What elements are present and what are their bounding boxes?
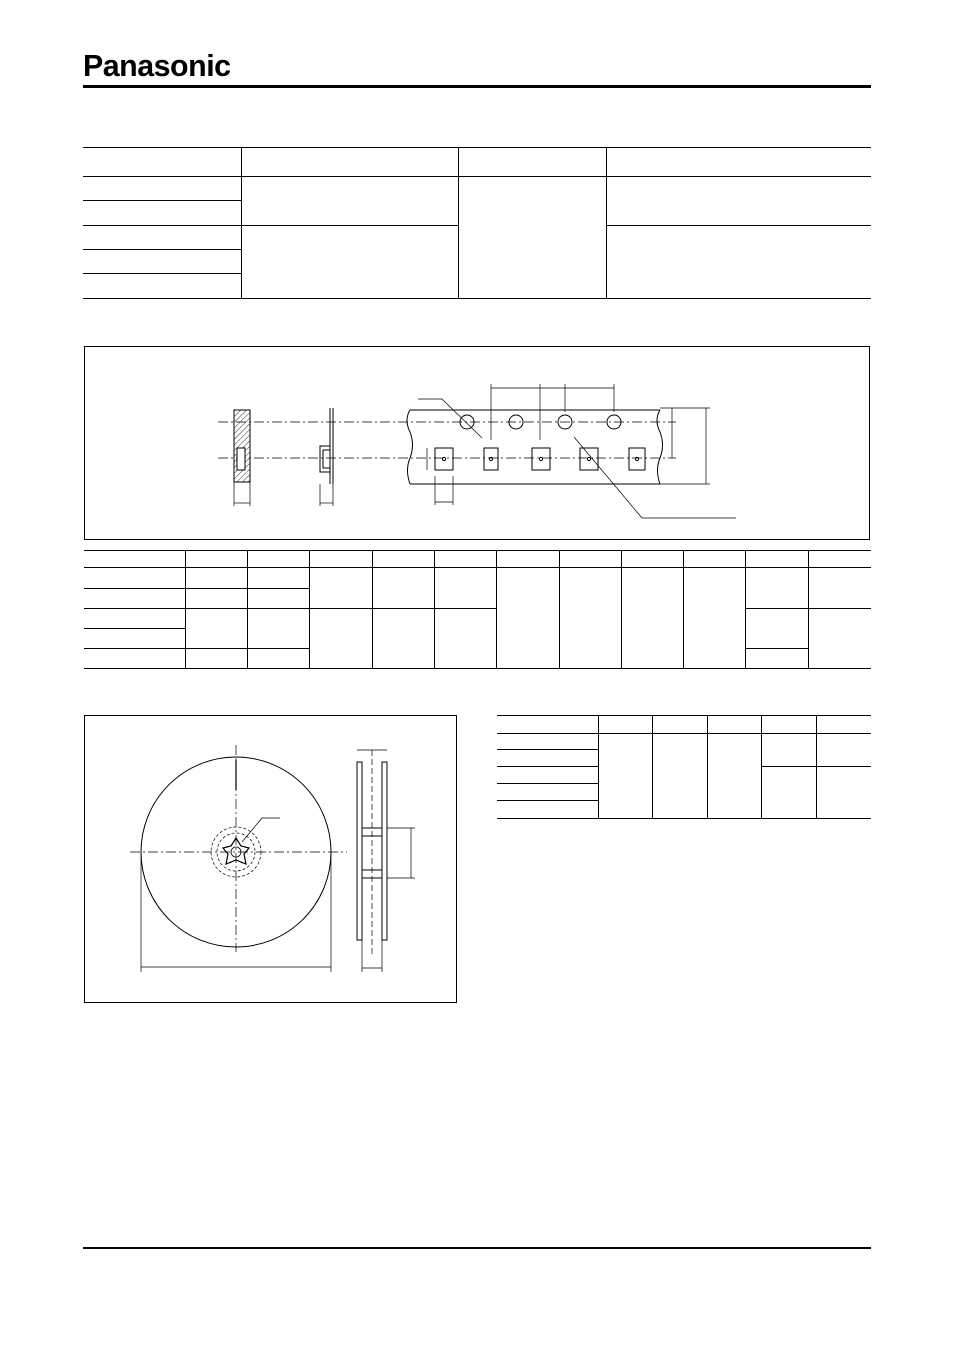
table-cell	[707, 734, 761, 819]
table-cell	[652, 716, 707, 734]
table-cell	[497, 716, 598, 734]
table-cell	[497, 734, 598, 750]
table-cell	[497, 767, 598, 784]
table-cell	[761, 734, 816, 767]
table-cell	[816, 734, 871, 767]
table-cell	[816, 767, 871, 819]
table-cell	[652, 734, 707, 819]
brand-logo: Panasonic	[83, 48, 231, 83]
table-cell	[816, 716, 871, 734]
table-cell	[598, 734, 652, 819]
table-cell	[598, 716, 652, 734]
table-cell	[497, 750, 598, 767]
table-cell	[497, 784, 598, 801]
table-row	[497, 716, 871, 734]
table-row	[497, 734, 871, 750]
table-cell	[761, 767, 816, 819]
table-cell	[707, 716, 761, 734]
reel-dimension-table	[497, 715, 871, 819]
footer-rule	[83, 1247, 871, 1249]
table-cell	[497, 801, 598, 819]
table-cell	[761, 716, 816, 734]
